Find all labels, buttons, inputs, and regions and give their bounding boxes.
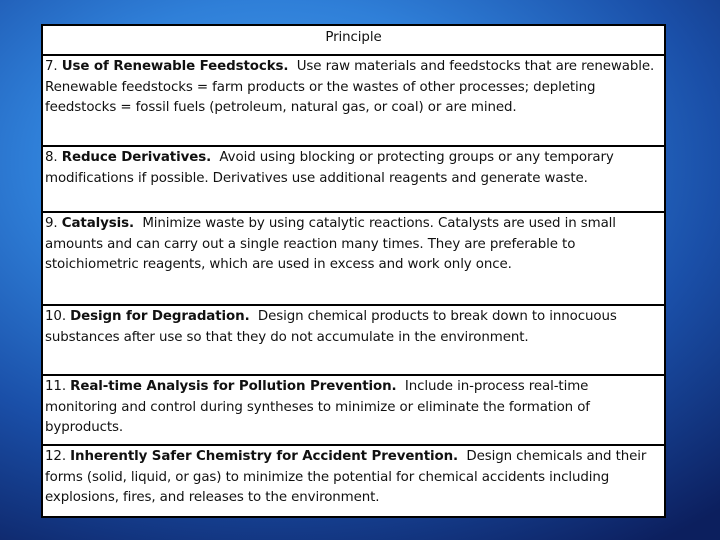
principles-table	[41, 24, 666, 518]
principle-title: Design for Degradation.	[70, 309, 250, 324]
principle-row	[42, 375, 665, 445]
table-header: Principle	[42, 25, 665, 55]
principle-title: Inherently Safer Chemistry for Accident Prevention.	[70, 449, 459, 464]
principle-text: Avoid using blocking or protecting groups or any temporary modifications if possible. Derivatives use additional reagents and generate waste.	[45, 150, 614, 186]
principle-row	[42, 305, 665, 375]
principle-number: 10.	[45, 309, 66, 324]
principle-row	[42, 146, 665, 212]
principle-title: Reduce Derivatives.	[61, 150, 212, 165]
principle-text: Include in-process real-time monitoring and control during syntheses to minimize or eliminate the formation of byproducts.	[45, 379, 590, 435]
principle-row	[42, 445, 665, 517]
principle-number: 7.	[45, 59, 58, 74]
principle-text: Use raw materials and feedstocks that are renewable. Renewable feedstocks = farm products or the wastes of other processes; depleting feedstocks = fossil fuels (petroleum, natural gas, or coal) or are mined.	[45, 59, 655, 115]
principle-title: Real-time Analysis for Pollution Prevention.	[70, 379, 397, 394]
principle-row	[42, 55, 665, 146]
principle-number: 8.	[45, 150, 58, 165]
principle-number: 11.	[45, 379, 66, 394]
principle-number: 12.	[45, 449, 66, 464]
principle-text: Design chemicals and their forms (solid, liquid, or gas) to minimize the potential for chemical accidents including explosions, fires, and releases to the environment.	[45, 449, 647, 505]
principle-text: Minimize waste by using catalytic reactions. Catalysts are used in small amounts and can carry out a single reaction many times. They are preferable to stoichiometric reagents, which are used in excess and work only once.	[45, 216, 616, 272]
principle-row	[42, 212, 665, 305]
principle-title: Catalysis.	[61, 216, 134, 231]
principle-text: Design chemical products to break down to innocuous substances after use so that they do not accumulate in the environment.	[45, 309, 617, 345]
principle-title: Use of Renewable Feedstocks.	[61, 59, 289, 74]
principle-number: 9.	[45, 216, 58, 231]
